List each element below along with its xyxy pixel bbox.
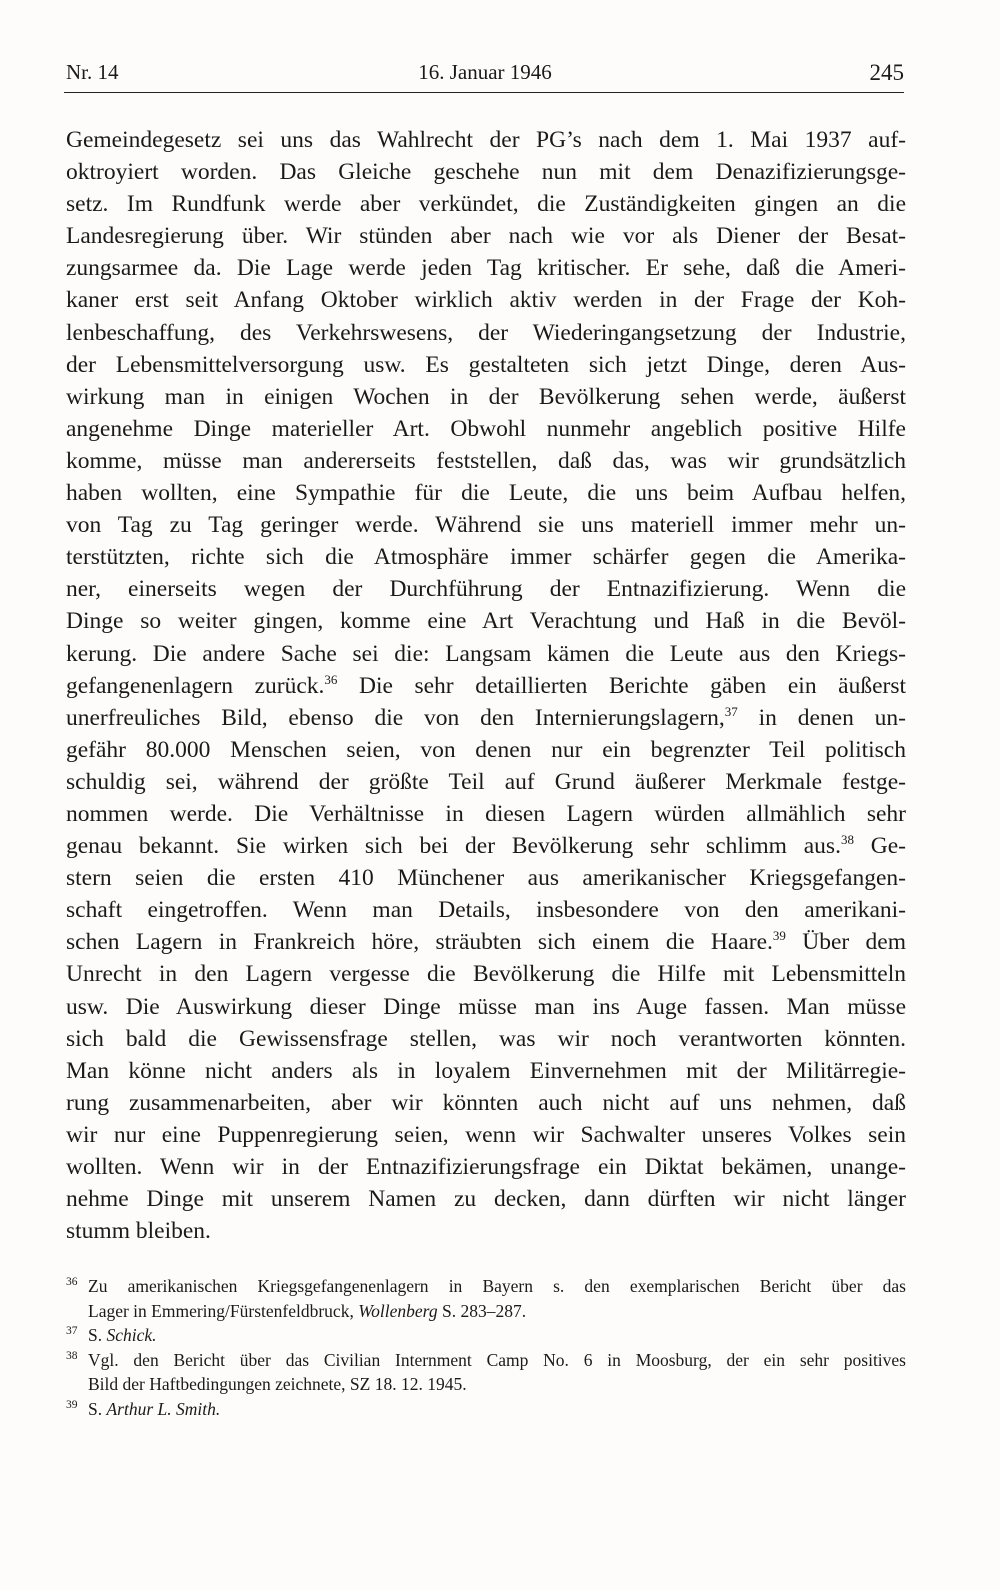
document-number: Nr. 14 <box>66 60 119 84</box>
text-line: kerung. Die andere Sache sei die: Langsam kämen die Leute aus den Kriegs- <box>66 640 906 667</box>
footnote-38-continued <box>66 1372 906 1397</box>
text-line: schaft eingetroffen. Wenn man Details, insbesondere von den amerikani- <box>66 897 906 924</box>
text-fragment: genau bekannt. Sie wirken sich bei der Bevölkerung sehr schlimm aus. <box>66 833 841 860</box>
citation-author: Arthur L. Smith. <box>106 1398 221 1419</box>
text-fragment: S. <box>88 1325 107 1345</box>
footnote-ref-37[interactable]: 37 <box>724 703 738 719</box>
text-line: Landesregierung über. Wir stünden aber nach wie vor als Diener der Besat- <box>66 223 906 250</box>
text-line: Gemeindegesetz sei uns das Wahlrecht der PG’s nach dem 1. Mai 1937 auf- <box>66 127 906 153</box>
text-line: gefähr 80.000 Menschen seien, von denen nur ein begrenzter Teil politisch <box>66 736 906 763</box>
text-line: oktroyiert worden. Das Gleiche geschehe nun mit dem Denazifizierungsge- <box>66 159 906 186</box>
text-line: Unrecht in den Lagern vergesse die Bevölkerung die Hilfe mit Lebensmitteln <box>66 961 906 988</box>
text-line: lenbeschaffung, des Verkehrswesens, der Wiederingangsetzung der Industrie, <box>66 319 906 346</box>
text-line <box>66 670 906 702</box>
footnote-text <box>88 1323 157 1348</box>
footnote-text <box>88 1299 526 1324</box>
footnote-number: 39 <box>66 1398 78 1411</box>
text-line: schuldig sei, während der größte Teil auf Grund äußerer Merkmale festge- <box>66 768 906 795</box>
footnote-38 <box>66 1348 906 1373</box>
footnote-36-continued <box>66 1299 906 1324</box>
text-fragment: in denen un- <box>737 704 906 731</box>
footnote-number: 36 <box>66 1276 78 1288</box>
text-line: stern seien die ersten 410 Münchener aus amerikanischer Kriegsgefangen- <box>66 865 906 892</box>
text-line: wir nur eine Puppenregierung seien, wenn wir Sachwalter unseres Volkes sein <box>66 1121 906 1148</box>
text-fragment: schen Lagern in Frankreich höre, sträubten sich einem die Haare. <box>66 929 773 956</box>
text-line: usw. Die Auswirkung dieser Dinge müsse man ins Auge fassen. Man müsse <box>66 993 906 1020</box>
footnote-number: 37 <box>66 1325 78 1337</box>
text-line: zungsarmee da. Die Lage werde jeden Tag kritischer. Er sehe, daß die Ameri- <box>66 255 906 282</box>
text-line <box>66 830 906 862</box>
text-fragment: S. 283–287. <box>437 1300 527 1321</box>
text-line: komme, müsse man andererseits feststellen, daß das, was wir grundsätzlich <box>66 447 906 474</box>
text-line: der Lebensmittelversorgung usw. Es gestalteten sich jetzt Dinge, deren Aus- <box>66 351 906 378</box>
text-line: Man könne nicht anders als in loyalem Einvernehmen mit der Militärregie- <box>66 1057 906 1084</box>
text-fragment: unerfreuliches Bild, ebenso die von den Internierungslagern, <box>66 704 725 731</box>
text-fragment: S. <box>88 1398 107 1419</box>
footnote-ref-39[interactable]: 39 <box>772 928 786 944</box>
text-line: wirkung man in einigen Wochen in der Bevölkerung sehen werde, äußerst <box>66 383 906 410</box>
footnote-37 <box>66 1323 906 1348</box>
text-fragment: Die sehr detaillierten Berichte gäben ein äußerst <box>337 672 906 699</box>
footnote-39 <box>66 1397 906 1422</box>
footnote-36 <box>66 1274 906 1299</box>
footnote-number: 38 <box>66 1349 78 1362</box>
text-line: kaner erst seit Anfang Oktober wirklich aktiv werden in der Frage der Koh- <box>66 287 906 314</box>
footnotes <box>66 1274 906 1421</box>
text-fragment: Ge- <box>853 833 906 860</box>
text-fragment: Lager in Emmering/Fürstenfeldbruck, <box>88 1300 359 1321</box>
footnote-ref-38[interactable]: 38 <box>840 832 854 848</box>
text-line: wollten. Wenn wir in der Entnazifizierungsfrage ein Diktat bekämen, unange- <box>66 1154 906 1180</box>
footnote-text: Zu amerikanischen Kriegsgefangenenlagern in Bayern s. den exemplarischen Bericht über das <box>88 1276 906 1296</box>
running-header <box>66 60 904 90</box>
text-line: setz. Im Rundfunk werde aber verkündet, die Zuständigkeiten gingen an die <box>66 191 906 218</box>
text-line: ner, einerseits wegen der Durchführung der Entnazifizierung. Wenn die <box>66 576 906 603</box>
citation-author: Schick. <box>106 1325 157 1345</box>
text-line: Dinge so weiter gingen, komme eine Art Verachtung und Haß in die Bevöl- <box>66 608 906 635</box>
header-rule <box>64 92 904 93</box>
footnote-text: Bild der Haftbedingungen zeichnete, SZ 18. 12. 1945. <box>88 1374 467 1394</box>
text-line: stumm bleiben. <box>66 1218 211 1245</box>
footnote-text <box>88 1397 220 1422</box>
text-line: terstützten, richte sich die Atmosphäre immer schärfer gegen die Amerika- <box>66 544 906 571</box>
page-number: 245 <box>869 60 904 85</box>
text-fragment: Über dem <box>785 929 907 956</box>
citation-author: Wollenberg <box>358 1300 438 1321</box>
header-date: 16. Januar 1946 <box>418 60 552 84</box>
text-line: rung zusammenarbeiten, aber wir könnten auch nicht auf uns nehmen, daß <box>66 1089 906 1116</box>
text-line: sich bald die Gewissensfrage stellen, was wir noch verantworten könnten. <box>66 1025 906 1052</box>
text-line: nommen werde. Die Verhältnisse in diesen Lagern würden allmählich sehr <box>66 800 906 827</box>
text-line <box>66 702 906 734</box>
text-line: von Tag zu Tag geringer werde. Während sie uns materiell immer mehr un- <box>66 512 906 539</box>
text-line <box>66 926 906 958</box>
text-line: angenehme Dinge materieller Art. Obwohl nunmehr angeblich positive Hilfe <box>66 415 906 442</box>
body-paragraph <box>66 124 906 1247</box>
footnote-ref-36[interactable]: 36 <box>324 671 338 687</box>
text-line: nehme Dinge mit unserem Namen zu decken, dann dürften wir nicht länger <box>66 1186 906 1213</box>
footnote-text: Vgl. den Bericht über das Civilian Internment Camp No. 6 in Moosburg, der ein sehr positives <box>88 1349 906 1370</box>
text-line: haben wollten, eine Sympathie für die Leute, die uns beim Aufbau helfen, <box>66 480 906 507</box>
text-fragment: gefangenenlagern zurück. <box>66 672 325 699</box>
